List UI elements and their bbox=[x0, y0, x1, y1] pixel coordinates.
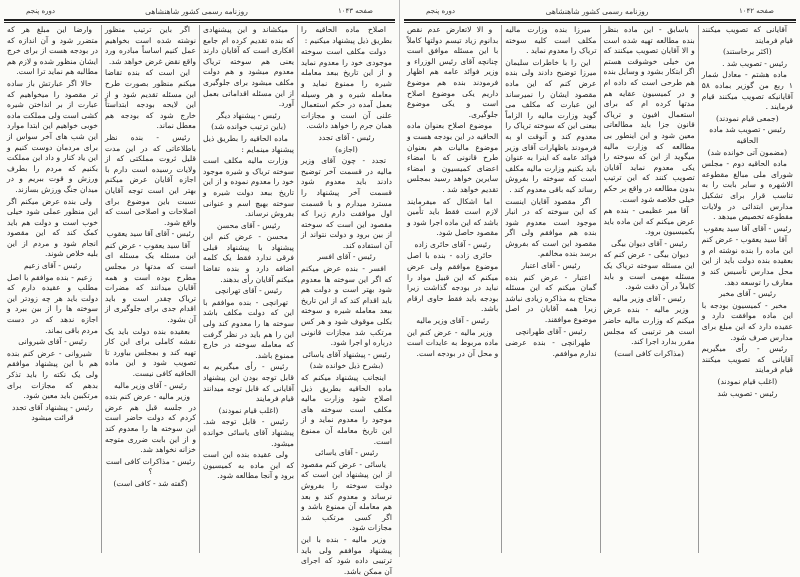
paragraph: وزیر مالیه - بنده با این پیشنهاد موافقم ولی باید ترتیبی داده شود که اجرای آن ممکن باشد. bbox=[301, 534, 392, 576]
text-column bbox=[600, 25, 698, 553]
paragraph: رئیس - رأی میگیریم آقایانی که تصویب میکنند قیام فرمایند bbox=[701, 344, 793, 375]
paragraph: آقا سید یعقوب - عرض کنم این ماده را بنده نوشته ام و بعقیده بنده دولت باید از این محل مدارس تأسیس کند و معارف را توسعه دهد. bbox=[701, 235, 793, 287]
text-columns bbox=[4, 25, 395, 576]
speaker-heading: رئیس - آقای شیروانی bbox=[18, 337, 87, 347]
paragraph: میرزا بنده وزارت مالیه مکلف است کلیه سوخته تریاک را معدوم نماید . bbox=[505, 25, 597, 56]
paragraph: اینجانب پیشنهاد میکنم که ماده الحاقیه بطریق ذیل اصلاح شود وزارت مالیه مکلف است سوخته های موجود را معدوم نماید و از این تاریخ معامله آن ممنوع است. bbox=[301, 373, 392, 446]
paragraph: اما اشکال که میفرمایند لازم است فقط باید تأمین باشد که این ماده اجرا شود و مقصود حاصل شود. bbox=[407, 196, 499, 238]
paragraph: مخبر - کمیسیون بودجه با این ماده موافقت دارد و عقیده دارد که این مبلغ برای مدارس صرف شود. bbox=[701, 300, 793, 342]
speaker-heading: رئیس - آقای اعتبار bbox=[521, 261, 581, 271]
paragraph: تهرانچی - بنده موافقم با این که دولت مکلف باشد سوخته ها را معدوم کند ولی این را هم باید در نظر گرفت که معامله سوخته در خارج ممنوع باشد. bbox=[203, 297, 294, 360]
speaker-heading: رئیس - مذاکرات کافی است ؟ bbox=[105, 456, 196, 477]
speaker-heading: رئیس - پیشنهاد دیگر bbox=[216, 110, 281, 120]
paragraph: بعقیده بنده دولت باید یک نقشه کاملی برای این کار تهیه کند و بمجلس بیاورد تا تصویب شود و این ماده الحاقیه کافی نیست. bbox=[105, 326, 196, 378]
paragraph: وزیر مالیه - عرض کنم بنده در جلسه قبل هم عرض کردم که دولت حاضر است این سوخته ها را معدوم کند و از این بابت ضرری متوجه خزانه نخواهد شد. bbox=[105, 392, 196, 455]
paragraph: وزیر مالیه - بنده عرض میکنم که وزارت مالیه حاضر است هر ترتیبی که مجلس مقرر بدارد اجرا کند. bbox=[603, 305, 695, 347]
page-number: صفحه ۱۰۴۲ bbox=[738, 7, 774, 15]
paragraph: اگر باین ترتیب منظور نوشته شده است بخواهیم عمل کنیم اساساً مبادره ورد واقع نقض غرض خواهد شد. bbox=[105, 25, 196, 66]
speaker-heading: (اجازه) bbox=[335, 144, 358, 154]
paragraph: دیوان بیگی - عرض کنم که این مسئله سوخته تریاک یک مسئله مهمی است و باید کاملاً در آن دقت شود. bbox=[603, 250, 695, 292]
header-rule bbox=[404, 19, 796, 23]
paragraph: تجدد - چون آقای وزیر مالیه در قسمت آخر توضیح دادند باید معدوم شود قسمت آخر پیشنهاد را مسترد میدارم و با قسمت اول موافقت دارم زیرا که مقصود این است که سوخته از بین برود و دولت نتواند از آن استفاده کند. bbox=[301, 156, 392, 250]
paragraph: آقا میر عظیمی - بنده هم عرض میکنم که این ماده باید بکمیسیون برود. bbox=[603, 206, 695, 237]
speaker-heading: (اغلب قیام نمودند) bbox=[717, 377, 778, 386]
left-page bbox=[0, 0, 400, 576]
speaker-heading: رئیس - تصویب شد bbox=[717, 388, 778, 398]
speaker-heading: رئیس - آقای حائری زاده bbox=[414, 239, 491, 249]
speaker-heading: رئیس - آقای وزیر مالیه bbox=[612, 293, 686, 303]
speaker-heading: (مضمون آتی خوانده شد) bbox=[707, 147, 788, 157]
paragraph: و الا لاتعارض عدم نقص بدانوم زیاد تیسم دولتها کاملاً با این مسئله موافق است چنانچه آقای رئیس الوزراء و وزیر فوائد عامه هم اظهار فرمودند بنده هم موضوع داریم یکی موضوع اصلاح است و یکی موضوع جلوگیری. bbox=[407, 25, 499, 119]
paragraph: وزیر مالیه - عرض کنم این ماده مربوط به عایدات است و محل آن در بودجه است. bbox=[407, 327, 499, 358]
speaker-heading: (جمعی قیام نمودند) bbox=[716, 113, 779, 123]
paragraph: میکشاند و این پیشنهادی که بنده تقدیم کرده ام جامع افکاری است که آقایان دارند یعنی هم سوخته تریاک معدوم میشود و هم دولت مکلف میشود برای جلوگیری از این مسئله اقداماتی بعمل آورد. bbox=[203, 25, 294, 109]
paragraph: حالا اگر عبارتش باز ساده تر مقصود را میخواهیم که عبارت از بر انداختن شیره کشی است ولی مملکت ماده خوبی خواهیم این ابتدا موارد این شب های آخر سواس از برای مردمان دوست کنیم و این یاد کنار و داد این مملکت بکنیم که مردم را بطرف ورزش و قوت ببریم و در میدان جنگ ورزش بسازند. bbox=[7, 78, 98, 194]
paragraph: افسر - بنده عرض میکنم که اگر این سوخته ها معدوم شود بهتر است و دولت هم باید اقدام کند که از این تاریخ ببعد معامله شیره و سوخته بکلی موقوف شود و هر کس مرتکب شد مجازات قانونی درباره او اجرا شود. bbox=[301, 264, 392, 348]
speaker-heading: رئیس - آقای تجدد bbox=[318, 132, 375, 142]
text-column bbox=[101, 25, 199, 553]
text-column bbox=[501, 25, 599, 553]
speaker-heading: رئیس - آقای طهرانچی bbox=[515, 326, 587, 336]
paragraph: اعتبار - عرض کنم بنده گمان میکنم که این مسئله محتاج به مذاکره زیادی نباشد زیرا همه آقایان در اصل موضوع موافقند. bbox=[505, 272, 597, 325]
text-column bbox=[297, 25, 395, 576]
newspaper-title: روزنامه رسمی کشور شاهنشاهی bbox=[545, 6, 649, 16]
speaker-heading: رئیس - پیشنهاد آقای تجدد قرائت میشود bbox=[11, 402, 94, 423]
speaker-heading: رئیس - آقای وزیر مالیه bbox=[416, 316, 489, 326]
newspaper-title: روزنامه رسمی کشور شاهنشاهی bbox=[145, 6, 248, 16]
speaker-heading: رئیس - آقای زعیم bbox=[23, 261, 82, 271]
speaker-heading: رئیس - تصویب شد ماده الحاقیه bbox=[709, 125, 786, 145]
paragraph: ولی عقیده بنده این است که این ماده به کمیسیون برود و آنجا مطالعه شود. bbox=[203, 450, 294, 481]
paragraph: وزارت مالیه مکلف است سوخته تریاک و شیره موجود خود را معدوم نموده و از این تاریخ ببعد دولت شیره و سوخته بهیچ اسم و عنوانی بفروش نرساند. bbox=[203, 156, 294, 219]
paragraph: باسابق - این ماده بنظر بنده مطالعه تهیه شده است و الا آقایان تصویب میکنند که من خیلی خوشوقت هستم اگر ابتکار بشود و وسایل بنده هم طرحی است که داده ام و در کمیسیون عقایه هم مدتها کرده ام که برای استعمال افیون و تریاک قانون جزا باید مطالعاتی معین شود و این اینطور بی مطالعه که وزارت مالیه میگوید از این که سوخته را یکی معدوم نماید آقایان تصویب کنند که این ترتیب بدون مطالعه در واقع بر حکم خیلی خلاصه شود است. bbox=[603, 25, 695, 204]
paragraph: رئیس - تصویب شد . bbox=[722, 58, 787, 68]
paragraph: زعیم - بنده موافقم با اصل مطلب و عقیده دارم که دولت باید هر چه زودتر این سوخته ها را از بین ببرد و اجازه ندهد که در دست مردم باقی بماند. bbox=[7, 272, 98, 335]
speaker-heading: رئیس - آقای آقا سید یعقوب bbox=[106, 229, 195, 239]
speaker-heading: رئیس - آقای یاسائی bbox=[314, 448, 379, 458]
paragraph: ولی بنده عرض میکنم اگر این منظور عملی شود خیلی خوب است و دولت هم باید کمک کند که این مقصود انجام شود و مردم از این بلیه خلاص شوند. bbox=[7, 196, 98, 259]
paragraph: دولت مکلف است سوخته موجودی خود را معدوم نماید و از این تاریخ ببعد معامله شیره را ممنوع نماید و معامله شیره و هر وسیله بعمل آمده در حکم استعمال علنی آن است و مجازات همان جرم را خواهد داشت. bbox=[301, 47, 392, 131]
speaker-heading: رئیس - آقای آقا سید یعقوب bbox=[703, 223, 792, 233]
paragraph: رئیس - رأی میگیریم به قابل توجه بودن این پیشنهاد آقایانی که قابل توجه میدانند قیام فرمایند bbox=[203, 362, 294, 404]
paragraph: حائری زاده - بنده با اصل موضوع موافقم ولی عرض میکنم که این قبیل مواد را نباید در بودجه گذاشت زیرا بودجه باید فقط حاوی ارقام باشد. bbox=[407, 251, 499, 314]
speaker-heading: رئیس - آقای محسن bbox=[216, 220, 281, 230]
speaker-heading: (مذاکرات کافی است) bbox=[614, 348, 685, 358]
paragraph: وارضا این مبلغ هر که متضرر شود و آن اندازه که در بودجه هست از برای خرج ایشان منظور شده و لازم هم مطالبه هم نماید ترا است. bbox=[7, 25, 98, 77]
text-column bbox=[404, 25, 501, 553]
text-columns bbox=[404, 25, 796, 553]
right-page bbox=[400, 0, 800, 557]
speaker-heading: رئیس - پیشنهاد آقای یاسائی bbox=[302, 349, 391, 359]
header-rule bbox=[4, 19, 395, 23]
period-label: دوره پنجم bbox=[26, 7, 56, 15]
paragraph: ماده هشتم - معادل شمار ۱ ربع من گوزیر بماده ۵۸ آقایانیکه تصویب میکنند قیام فرمایند . bbox=[701, 70, 793, 112]
paragraph: موضوع اصلاح بعنوان ماده الحاقیه در این بودجه هست و موضوع مالیات هم بعنوان طرح قانونی که با امضاء اعضای کمیسیون و امضاء سایرین خواهد رسید بمجلس تقدیم خواهد شد . bbox=[407, 121, 499, 194]
speaker-heading: رئیس - آقای مخبر bbox=[718, 289, 776, 299]
paragraph: آقایانی که تصویب میکنند قیام فرمایند bbox=[701, 25, 793, 45]
speaker-heading: (گفته شد - کافی است) bbox=[113, 478, 188, 488]
paragraph: آقا سید یعقوب - عرض کنم این مسئله یک مسئله ای است که مدتها در مجلس مطرح بوده است و همه آقایان میدانند که مضرات تریاک چقدر است و باید اقدام جدی برای جلوگیری از آن بشود. bbox=[105, 240, 196, 325]
paragraph: این را با خاطرات سلیمان میرزا توضیح دادند ولی بنده عرض کنم که این ماده مقصود ایشان را نمیرساند این عبارت که مکلف می گوید وزارت مالیه را الزاماً بیعنی این که سوخته تریاک را معدوم کند و آنوقت او به فرمودند باظهارات آقای وزیر فوائد عامه که اینرا به عنوان باید بکنیم وزارت مالیه مکلف است که سوخته را بفروش رساند کیه باقی معدوم کند . bbox=[505, 57, 597, 194]
paragraph: اگر مقصود آقایان اینست که این سوخته که در انبار موجود است معدوم شود بنده هم موافقم ولی اگر مقصود این است که بفروش برسد بنده مخالفم. bbox=[505, 196, 597, 259]
speaker-heading: رئیس - آقای تهرانچی bbox=[215, 286, 282, 296]
speaker-heading: (بشرح ذیل خوانده شد) bbox=[309, 361, 384, 371]
paragraph: این است که بنده تقاضا میکنم منظور بصورت طرح این مسئله تقدیم شود و از این لایحه بودجه ابتداستاً خارج شود که بودجه هم معطل نماند. bbox=[105, 68, 196, 131]
paragraph: محسن - عرض کنم این پیشنهاد با پیشنهاد قبلی فرقی ندارد فقط یک کلمه اضافه دارد و بنده تقاضا میکنم آقایان رأی بدهند. bbox=[203, 232, 294, 284]
paragraph: شیروانی - عرض کنم بنده هم با این پیشنهاد موافقم ولی یک نکته را باید تذکر بدهم که مجازات برای مرتکبین باید معین شود. bbox=[7, 348, 98, 401]
text-column bbox=[4, 25, 101, 553]
speaker-heading: رئیس - آقای دیوان بیگی bbox=[611, 238, 688, 248]
page-header bbox=[404, 4, 796, 18]
paragraph: یاسائی - عرض کنم مقصود از این پیشنهاد این است که دولت سوخته را بفروش نرساند و معدوم کند و بعد هم معامله آن ممنوع باشد و اگر کسی مرتکب شد مجازات شود. bbox=[301, 459, 392, 533]
speaker-heading: رئیس - آقای وزیر مالیه bbox=[114, 380, 187, 390]
text-column bbox=[698, 25, 796, 553]
paragraph: رئیس - قابل توجه شد. پیشنهاد آقای یاسائی خوانده میشود. bbox=[203, 417, 294, 448]
paragraph: اصلاح ماده الحاقیه را بطریق ذیل پیشنهاد میکنیم : bbox=[301, 25, 392, 45]
paragraph: ماده الحاقیه را بطریق ذیل پیشنهاد مینمایم : bbox=[203, 133, 294, 154]
text-column bbox=[199, 25, 297, 553]
speaker-heading: (باین ترتیب خوانده شد) bbox=[211, 122, 286, 132]
paragraph: طهرانچی - بنده عرضی ندارم موافقم. bbox=[505, 338, 597, 358]
period-label: دوره پنجم bbox=[426, 7, 456, 15]
paragraph: رئیس - بنده نظر باطلاعاتی که در این مدت قلیل ثروت مملکتی که از ولایات رسیده است دارم با اجازه آقایان عرض میکنم بهتر این است توجه آقایان نسبت باین موضوع برای اصلاحات و اصلاحی است که واقع شود. bbox=[105, 132, 196, 227]
speaker-heading: (اغلب قیام نمودند) bbox=[218, 405, 279, 415]
paragraph: ماده الحاقیه دوم - مجلس شورای ملی مبالغ مقطوعه الاشهره و سایر بابت را به تناسب قرار برای تشکیل مدارس ابتدائی در ولایات مقطوعه تخصیص میدهد . bbox=[701, 159, 793, 222]
speaker-heading: (اکثر برخاستند) bbox=[722, 47, 772, 57]
page-header bbox=[4, 4, 395, 18]
page-number: صفحه ۱۰۴۳ bbox=[337, 7, 373, 15]
speaker-heading: رئیس - آقای افسر bbox=[317, 252, 376, 262]
